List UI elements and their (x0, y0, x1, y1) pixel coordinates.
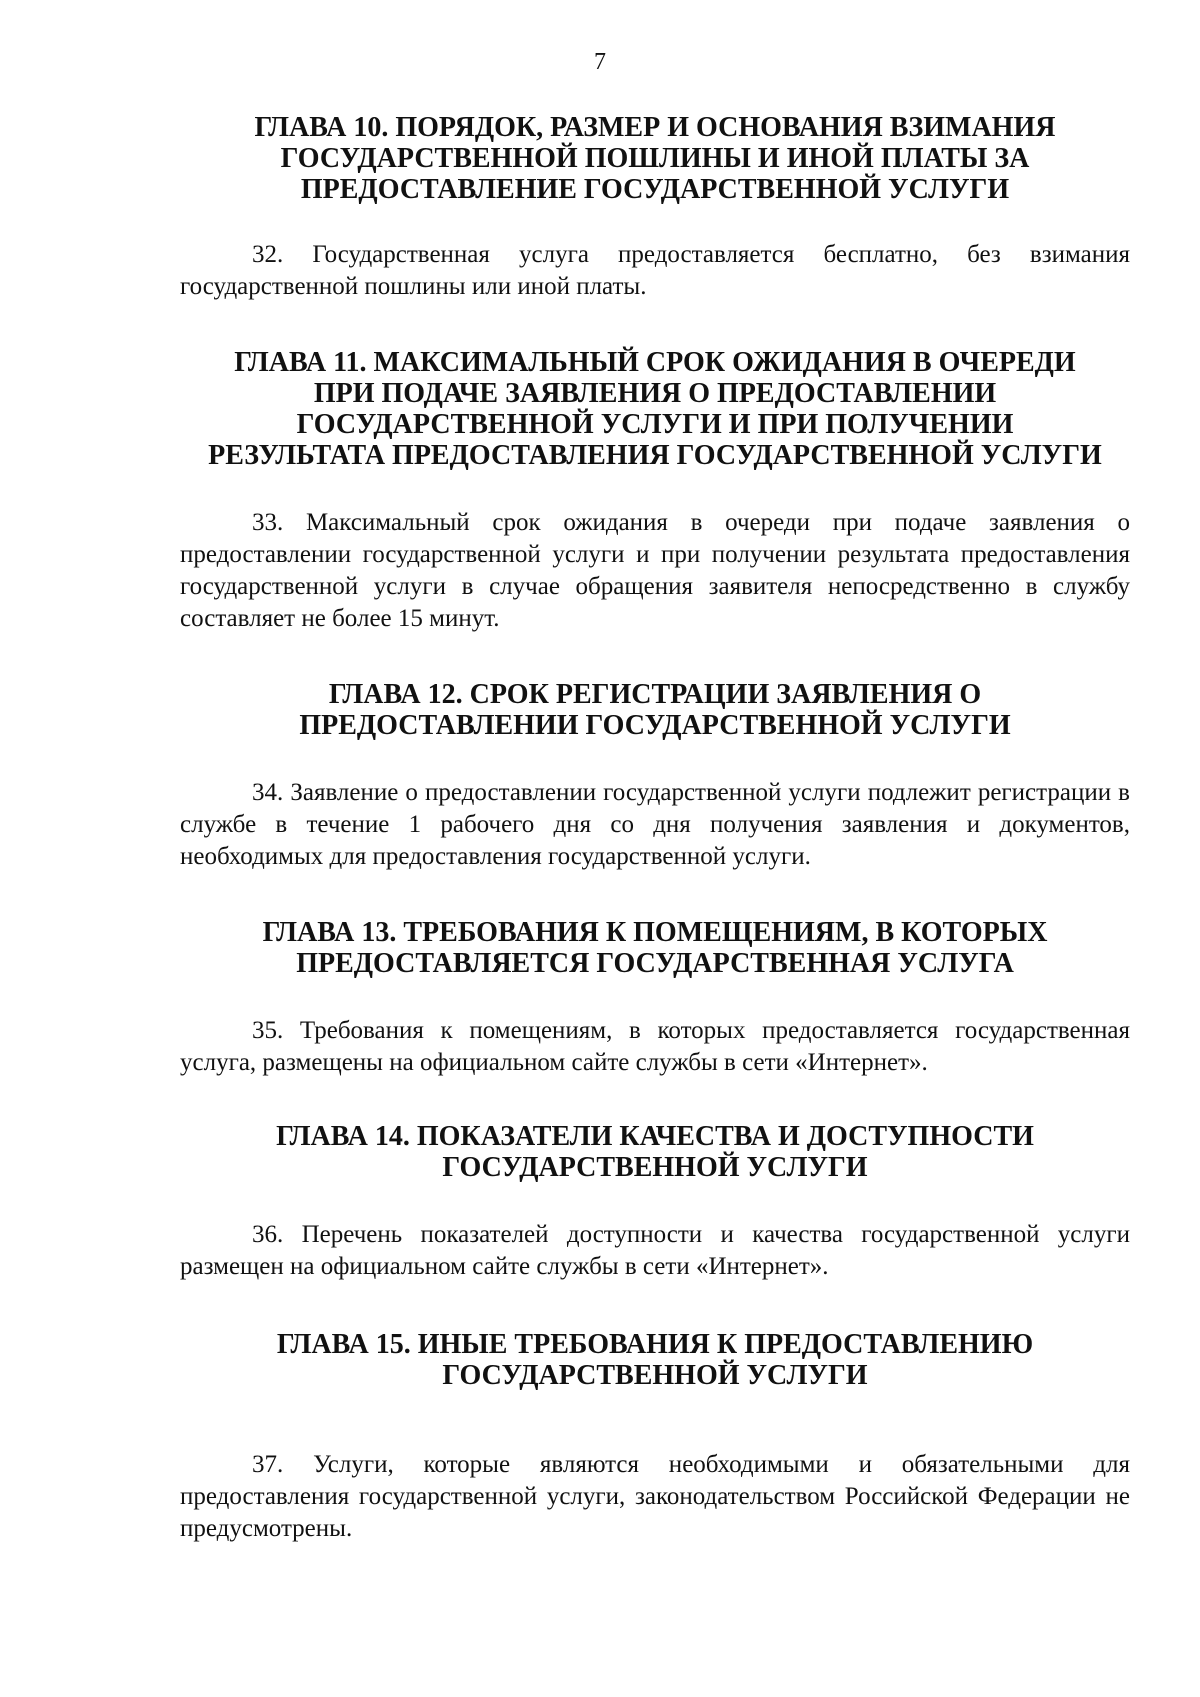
heading-line: ГЛАВА 14. ПОКАЗАТЕЛИ КАЧЕСТВА И ДОСТУПНОСТИ (276, 1121, 1034, 1152)
paragraph-35: 35. Требования к помещениям, в которых предоставляется государственная услуга, размещены на официальном сайте службы в сети «Интернет». (180, 1017, 1130, 1076)
heading-line: ГОСУДАРСТВЕННОЙ УСЛУГИ (442, 1360, 868, 1391)
heading-line: ПРИ ПОДАЧЕ ЗАЯВЛЕНИЯ О ПРЕДОСТАВЛЕНИИ (313, 378, 997, 409)
heading-line: ГЛАВА 15. ИНЫЕ ТРЕБОВАНИЯ К ПРЕДОСТАВЛЕНИЮ (276, 1329, 1034, 1360)
heading-line: РЕЗУЛЬТАТА ПРЕДОСТАВЛЕНИЯ ГОСУДАРСТВЕННОЙ УСЛУГИ (208, 440, 1102, 471)
heading-line: ГЛАВА 11. МАКСИМАЛЬНЫЙ СРОК ОЖИДАНИЯ В ОЧЕРЕДИ (234, 347, 1076, 378)
heading-line: ПРЕДОСТАВЛЕНИЕ ГОСУДАРСТВЕННОЙ УСЛУГИ (300, 174, 1010, 205)
page-number: 7 (594, 49, 606, 75)
chapter-13-heading (180, 917, 1130, 979)
paragraph-33: 33. Максимальный срок ожидания в очереди при подаче заявления о предоставлении государственной услуги и при получении результата предоставления государственной услуги в случае обращения заявителя непосредственно в службу составляет не более 15 минут. (180, 509, 1130, 632)
heading-line: ПРЕДОСТАВЛЕНИИ ГОСУДАРСТВЕННОЙ УСЛУГИ (299, 710, 1011, 741)
heading-line: ГЛАВА 10. ПОРЯДОК, РАЗМЕР И ОСНОВАНИЯ ВЗИМАНИЯ (254, 112, 1056, 143)
heading-line: ГЛАВА 13. ТРЕБОВАНИЯ К ПОМЕЩЕНИЯМ, В КОТОРЫХ (262, 917, 1048, 948)
heading-line: ГЛАВА 12. СРОК РЕГИСТРАЦИИ ЗАЯВЛЕНИЯ О (328, 679, 982, 710)
paragraph-32: 32. Государственная услуга предоставляется бесплатно, без взимания государственной пошлины или иной платы. (180, 241, 1130, 300)
document-body (180, 112, 1130, 1545)
chapter-12-heading (180, 679, 1130, 741)
heading-line: ГОСУДАРСТВЕННОЙ УСЛУГИ (442, 1152, 868, 1183)
heading-line: ПРЕДОСТАВЛЯЕТСЯ ГОСУДАРСТВЕННАЯ УСЛУГА (296, 948, 1014, 979)
chapter-10-heading (180, 112, 1130, 205)
heading-line: ГОСУДАРСТВЕННОЙ ПОШЛИНЫ И ИНОЙ ПЛАТЫ ЗА (280, 143, 1030, 174)
heading-line: ГОСУДАРСТВЕННОЙ УСЛУГИ И ПРИ ПОЛУЧЕНИИ (296, 409, 1014, 440)
paragraph-37: 37. Услуги, которые являются необходимыми и обязательными для предоставления государственной услуги, законодательством Российской Федерации не предусмотрены. (180, 1451, 1130, 1542)
chapter-15-heading (180, 1329, 1130, 1391)
chapter-14-heading (180, 1121, 1130, 1183)
paragraph-36: 36. Перечень показателей доступности и качества государственной услуги размещен на официальном сайте службы в сети «Интернет». (180, 1221, 1130, 1280)
paragraph-34: 34. Заявление о предоставлении государственной услуги подлежит регистрации в службе в течение 1 рабочего дня со дня получения заявления и документов, необходимых для предоставления государственной услуги. (180, 779, 1130, 870)
chapter-11-heading (180, 347, 1130, 471)
